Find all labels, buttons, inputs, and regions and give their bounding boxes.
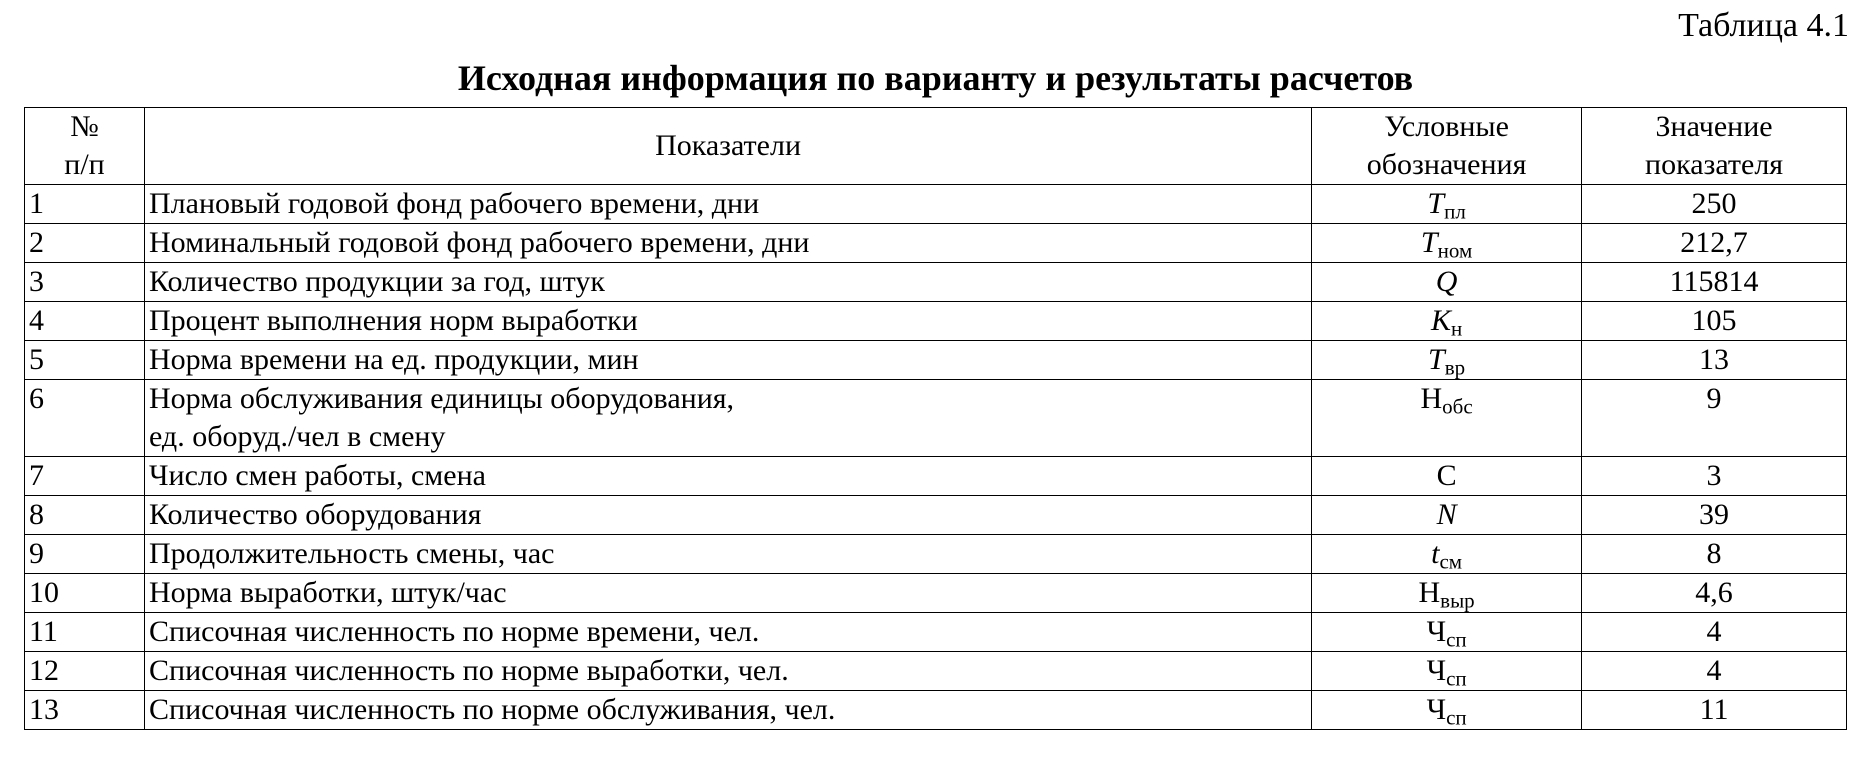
indicator-name: Количество продукции за год, штук [145,263,1312,302]
symbol-subscript: сп [1446,666,1467,691]
indicator-symbol [1312,185,1582,224]
indicator-value: 39 [1582,496,1847,535]
indicator-symbol [1312,224,1582,263]
table-row [25,263,1847,302]
table-row [25,380,1847,457]
indicator-name: Списочная численность по норме выработки, чел. [145,652,1312,691]
header-name: Показатели [145,108,1312,185]
indicator-symbol [1312,496,1582,535]
table-row [25,185,1847,224]
row-number: 4 [25,302,145,341]
symbol-subscript: сп [1446,705,1467,730]
header-symbol-label: Условные обозначения [1366,110,1527,181]
header-num-label: № п/п [64,110,105,181]
symbol-main: Ч [1426,654,1447,687]
table-header-row [25,108,1847,185]
indicator-symbol [1312,652,1582,691]
indicator-name-line-2: ед. оборуд./чел в смену [149,420,446,453]
indicator-value: 4 [1582,652,1847,691]
symbol-subscript: выр [1440,588,1475,613]
row-number: 8 [25,496,145,535]
row-number: 13 [25,691,145,730]
table-caption: Таблица 4.1 [1678,7,1849,44]
row-number: 3 [25,263,145,302]
header-symbol [1312,108,1582,185]
table-row [25,613,1847,652]
row-number: 9 [25,535,145,574]
symbol-main: Н [1418,576,1441,609]
table-row [25,224,1847,263]
symbol-main: T [1420,226,1438,259]
indicator-value: 105 [1582,302,1847,341]
symbol-subscript: сп [1446,627,1467,652]
indicator-value: 250 [1582,185,1847,224]
data-table [24,107,1847,730]
row-number: 12 [25,652,145,691]
indicator-symbol [1312,535,1582,574]
indicator-name: Продолжительность смены, час [145,535,1312,574]
row-number: 11 [25,613,145,652]
table-row [25,652,1847,691]
table-row [25,341,1847,380]
indicator-value: 4 [1582,613,1847,652]
symbol-subscript: н [1450,316,1463,341]
indicator-value: 8 [1582,535,1847,574]
indicator-value: 4,6 [1582,574,1847,613]
indicator-value: 3 [1582,457,1847,496]
indicator-name: Норма выработки, штук/час [145,574,1312,613]
row-number: 10 [25,574,145,613]
indicator-name: Номинальный годовой фонд рабочего времени, дни [145,224,1312,263]
symbol-main: Н [1420,382,1443,415]
symbol-main: С [1436,459,1457,492]
indicator-symbol [1312,263,1582,302]
indicator-name: Процент выполнения норм выработки [145,302,1312,341]
indicator-symbol [1312,691,1582,730]
indicator-name-line-1: Норма обслуживания единицы оборудования, [149,382,735,415]
symbol-main: N [1436,498,1457,531]
indicator-name [145,380,1312,457]
indicator-name: Количество оборудования [145,496,1312,535]
indicator-name: Списочная численность по норме обслуживания, чел. [145,691,1312,730]
table-row [25,691,1847,730]
indicator-value: 11 [1582,691,1847,730]
row-number: 6 [25,380,145,457]
symbol-subscript: см [1439,549,1463,574]
indicator-symbol [1312,380,1582,457]
header-num [25,108,145,185]
indicator-symbol [1312,457,1582,496]
symbol-main: t [1431,537,1440,570]
row-number: 1 [25,185,145,224]
symbol-subscript: обс [1442,394,1473,419]
table-row [25,457,1847,496]
indicator-symbol [1312,302,1582,341]
symbol-main: Q [1435,265,1458,298]
indicator-name: Число смен работы, смена [145,457,1312,496]
indicator-name: Списочная численность по норме времени, чел. [145,613,1312,652]
indicator-symbol [1312,574,1582,613]
table-title: Исходная информация по варианту и результаты расчетов [457,58,1414,98]
indicator-value: 212,7 [1582,224,1847,263]
symbol-main: K [1430,304,1451,337]
symbol-main: T [1427,187,1445,220]
table-row [25,302,1847,341]
table-row [25,574,1847,613]
row-number: 2 [25,224,145,263]
symbol-subscript: пл [1444,199,1466,224]
indicator-value: 9 [1582,380,1847,457]
indicator-name: Плановый годовой фонд рабочего времени, дни [145,185,1312,224]
table-row [25,496,1847,535]
indicator-value: 115814 [1582,263,1847,302]
indicator-symbol [1312,341,1582,380]
symbol-subscript: вр [1444,355,1466,380]
symbol-main: Ч [1426,693,1447,726]
indicator-value: 13 [1582,341,1847,380]
row-number: 5 [25,341,145,380]
indicator-name: Норма времени на ед. продукции, мин [145,341,1312,380]
header-value-label: Значение показателя [1645,110,1784,181]
header-value [1582,108,1847,185]
table-row [25,535,1847,574]
symbol-subscript: ном [1437,238,1473,263]
symbol-main: Ч [1426,615,1447,648]
indicator-symbol [1312,613,1582,652]
symbol-main: T [1428,343,1445,376]
row-number: 7 [25,457,145,496]
